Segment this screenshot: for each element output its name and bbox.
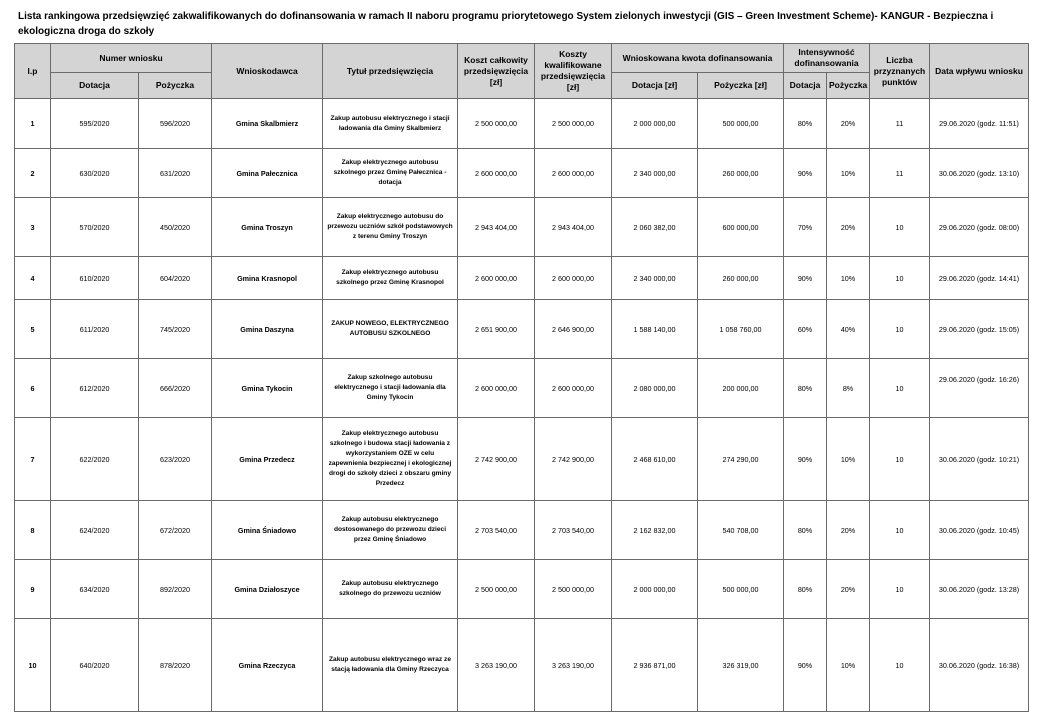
cell-kwota-pozyczka: 1 058 760,00 [698, 300, 784, 359]
cell-int-dotacja: 80% [784, 99, 827, 149]
cell-int-pozyczka: 20% [827, 501, 870, 560]
cell-nr-pozyczka: 672/2020 [139, 501, 212, 560]
cell-kwota-dotacja: 2 468 610,00 [612, 418, 698, 501]
cell-koszt: 2 500 000,00 [458, 99, 535, 149]
cell-tytul: Zakup autobusu elektrycznego i stacji ładowania dla Gminy Skalbmierz [323, 99, 458, 149]
cell-kwota-dotacja: 2 340 000,00 [612, 149, 698, 198]
cell-wnioskodawca: Gmina Tykocin [212, 359, 323, 418]
cell-nr-pozyczka: 623/2020 [139, 418, 212, 501]
cell-punkty: 10 [870, 198, 930, 257]
cell-nr-dotacja: 640/2020 [51, 619, 139, 712]
cell-int-dotacja: 80% [784, 560, 827, 619]
cell-lp: 5 [15, 300, 51, 359]
header-nr-pozyczka: Pożyczka [139, 73, 212, 99]
cell-kwota-pozyczka: 326 319,00 [698, 619, 784, 712]
cell-punkty: 11 [870, 149, 930, 198]
cell-nr-dotacja: 624/2020 [51, 501, 139, 560]
header-lp: l.p [15, 44, 51, 99]
cell-kwalifikowane: 2 646 900,00 [535, 300, 612, 359]
cell-koszt: 3 263 190,00 [458, 619, 535, 712]
cell-wnioskodawca: Gmina Przedecz [212, 418, 323, 501]
cell-lp: 9 [15, 560, 51, 619]
cell-koszt: 2 500 000,00 [458, 560, 535, 619]
cell-tytul: Zakup autobusu elektrycznego wraz ze stacją ładowania dla Gminy Rzeczyca [323, 619, 458, 712]
cell-punkty: 10 [870, 257, 930, 300]
cell-tytul: Zakup autobusu elektrycznego szkolnego do przewozu uczniów [323, 560, 458, 619]
cell-nr-dotacja: 612/2020 [51, 359, 139, 418]
cell-int-dotacja: 90% [784, 619, 827, 712]
table-row [15, 619, 1029, 712]
cell-tytul: Zakup szkolnego autobusu elektrycznego i stacji ładowania dla Gminy Tykocin [323, 359, 458, 418]
cell-kwalifikowane: 2 943 404,00 [535, 198, 612, 257]
cell-nr-dotacja: 622/2020 [51, 418, 139, 501]
cell-kwalifikowane: 2 742 900,00 [535, 418, 612, 501]
cell-kwota-dotacja: 2 162 832,00 [612, 501, 698, 560]
cell-nr-dotacja: 610/2020 [51, 257, 139, 300]
cell-tytul: Zakup elektrycznego autobusu szkolnego i budowa stacji ładowania z wykorzystaniem OZE w celu zapewnienia bezpiecznej i ekologicznej drogi do szkoły dzieci z obszaru gminy Przedecz [323, 418, 458, 501]
cell-lp: 10 [15, 619, 51, 712]
cell-wnioskodawca: Gmina Troszyn [212, 198, 323, 257]
table-row [15, 501, 1029, 560]
cell-kwalifikowane: 2 600 000,00 [535, 359, 612, 418]
cell-int-dotacja: 80% [784, 501, 827, 560]
cell-data: 29.06.2020 (godz. 14:41) [930, 257, 1029, 300]
cell-nr-pozyczka: 596/2020 [139, 99, 212, 149]
cell-int-dotacja: 90% [784, 149, 827, 198]
cell-punkty: 10 [870, 619, 930, 712]
cell-nr-pozyczka: 745/2020 [139, 300, 212, 359]
table-row [15, 418, 1029, 501]
cell-lp: 3 [15, 198, 51, 257]
table-row [15, 257, 1029, 300]
cell-kwota-pozyczka: 600 000,00 [698, 198, 784, 257]
cell-tytul: ZAKUP NOWEGO, ELEKTRYCZNEGO AUTOBUSU SZKOLNEGO [323, 300, 458, 359]
cell-nr-pozyczka: 631/2020 [139, 149, 212, 198]
table-row [15, 99, 1029, 149]
cell-nr-dotacja: 634/2020 [51, 560, 139, 619]
cell-koszt: 2 651 900,00 [458, 300, 535, 359]
table-row [15, 560, 1029, 619]
header-koszt-calkowity: Koszt całkowity przedsięwzięcia [zł] [458, 44, 535, 99]
cell-koszt: 2 600 000,00 [458, 359, 535, 418]
cell-int-dotacja: 60% [784, 300, 827, 359]
table-row [15, 300, 1029, 359]
cell-wnioskodawca: Gmina Pałecznica [212, 149, 323, 198]
cell-kwalifikowane: 2 500 000,00 [535, 99, 612, 149]
cell-nr-pozyczka: 666/2020 [139, 359, 212, 418]
cell-kwota-pozyczka: 500 000,00 [698, 560, 784, 619]
header-wnioskodawca: Wnioskodawca [212, 44, 323, 99]
cell-kwota-dotacja: 2 000 000,00 [612, 99, 698, 149]
cell-lp: 4 [15, 257, 51, 300]
cell-kwota-dotacja: 2 936 871,00 [612, 619, 698, 712]
cell-int-dotacja: 90% [784, 418, 827, 501]
cell-kwalifikowane: 2 600 000,00 [535, 257, 612, 300]
cell-lp: 6 [15, 359, 51, 418]
cell-data: 29.06.2020 (godz. 08:00) [930, 198, 1029, 257]
cell-nr-dotacja: 570/2020 [51, 198, 139, 257]
cell-punkty: 11 [870, 99, 930, 149]
cell-int-pozyczka: 10% [827, 418, 870, 501]
cell-koszt: 2 943 404,00 [458, 198, 535, 257]
cell-int-pozyczka: 10% [827, 619, 870, 712]
cell-data: 29.06.2020 (godz. 16:26) [930, 359, 1029, 418]
header-punkty: Liczba przyznanych punktów [870, 44, 930, 99]
cell-tytul: Zakup elektrycznego autobusu szkolnego przez Gminę Krasnopol [323, 257, 458, 300]
cell-kwalifikowane: 2 600 000,00 [535, 149, 612, 198]
header-kwota-pozyczka: Pożyczka [zł] [698, 73, 784, 99]
cell-kwota-dotacja: 2 000 000,00 [612, 560, 698, 619]
cell-nr-dotacja: 611/2020 [51, 300, 139, 359]
cell-int-dotacja: 70% [784, 198, 827, 257]
cell-data: 29.06.2020 (godz. 11:51) [930, 99, 1029, 149]
cell-int-dotacja: 90% [784, 257, 827, 300]
cell-int-pozyczka: 20% [827, 560, 870, 619]
cell-kwota-pozyczka: 260 000,00 [698, 149, 784, 198]
cell-kwota-dotacja: 2 060 382,00 [612, 198, 698, 257]
header-nr-dotacja: Dotacja [51, 73, 139, 99]
cell-wnioskodawca: Gmina Skalbmierz [212, 99, 323, 149]
cell-int-dotacja: 80% [784, 359, 827, 418]
cell-int-pozyczka: 40% [827, 300, 870, 359]
cell-wnioskodawca: Gmina Śniadowo [212, 501, 323, 560]
table-row [15, 149, 1029, 198]
cell-punkty: 10 [870, 560, 930, 619]
cell-nr-pozyczka: 878/2020 [139, 619, 212, 712]
cell-int-pozyczka: 20% [827, 198, 870, 257]
cell-tytul: Zakup elektrycznego autobusu do przewozu uczniów szkół podstawowych z terenu Gminy Troszyn [323, 198, 458, 257]
cell-int-pozyczka: 10% [827, 149, 870, 198]
cell-lp: 1 [15, 99, 51, 149]
cell-punkty: 10 [870, 501, 930, 560]
cell-data: 30.06.2020 (godz. 10:21) [930, 418, 1029, 501]
cell-koszt: 2 742 900,00 [458, 418, 535, 501]
cell-punkty: 10 [870, 300, 930, 359]
cell-wnioskodawca: Gmina Krasnopol [212, 257, 323, 300]
cell-punkty: 10 [870, 418, 930, 501]
header-kwota-dotacja: Dotacja [zł] [612, 73, 698, 99]
cell-kwota-pozyczka: 200 000,00 [698, 359, 784, 418]
cell-kwota-pozyczka: 500 000,00 [698, 99, 784, 149]
cell-kwota-pozyczka: 540 708,00 [698, 501, 784, 560]
header-intensywnosc: Intensywność dofinansowania [784, 44, 870, 73]
table-row [15, 359, 1029, 418]
ranking-table [14, 43, 1029, 712]
cell-kwota-pozyczka: 260 000,00 [698, 257, 784, 300]
cell-kwota-dotacja: 2 080 000,00 [612, 359, 698, 418]
cell-kwota-dotacja: 1 588 140,00 [612, 300, 698, 359]
header-wnioskowana-kwota: Wnioskowana kwota dofinansowania [612, 44, 784, 73]
document-title: Lista rankingowa przedsięwzięć zakwalifikowanych do dofinansowania w ramach II naboru programu priorytetowego System zielonych inwestycji (GIS – Green Investment Scheme)- KANGUR - Bezpieczna i ekologiczna droga do szkoły [18, 11, 994, 37]
header-data-wplywu: Data wpływu wniosku [930, 44, 1029, 99]
header-tytul: Tytuł przedsięwzięcia [323, 44, 458, 99]
cell-tytul: Zakup autobusu elektrycznego dostosowanego do przewozu dzieci przez Gminę Śniadowo [323, 501, 458, 560]
cell-koszt: 2 600 000,00 [458, 149, 535, 198]
cell-koszt: 2 703 540,00 [458, 501, 535, 560]
cell-kwalifikowane: 3 263 190,00 [535, 619, 612, 712]
header-koszty-kwalifikowane: Koszty kwalifikowane przedsięwzięcia [zł] [535, 44, 612, 99]
cell-nr-pozyczka: 892/2020 [139, 560, 212, 619]
table-row [15, 198, 1029, 257]
cell-data: 30.06.2020 (godz. 13:10) [930, 149, 1029, 198]
cell-data: 30.06.2020 (godz. 10:45) [930, 501, 1029, 560]
header-numer-wniosku: Numer wniosku [51, 44, 212, 73]
header-int-dotacja: Dotacja [784, 73, 827, 99]
cell-koszt: 2 600 000,00 [458, 257, 535, 300]
cell-data: 30.06.2020 (godz. 13:28) [930, 560, 1029, 619]
cell-int-pozyczka: 10% [827, 257, 870, 300]
cell-data: 30.06.2020 (godz. 16:38) [930, 619, 1029, 712]
cell-nr-dotacja: 630/2020 [51, 149, 139, 198]
cell-lp: 8 [15, 501, 51, 560]
cell-punkty: 10 [870, 359, 930, 418]
cell-kwota-pozyczka: 274 290,00 [698, 418, 784, 501]
cell-nr-pozyczka: 450/2020 [139, 198, 212, 257]
cell-int-pozyczka: 8% [827, 359, 870, 418]
cell-wnioskodawca: Gmina Rzeczyca [212, 619, 323, 712]
cell-kwalifikowane: 2 500 000,00 [535, 560, 612, 619]
cell-data: 29.06.2020 (godz. 15:05) [930, 300, 1029, 359]
cell-nr-dotacja: 595/2020 [51, 99, 139, 149]
cell-lp: 2 [15, 149, 51, 198]
cell-kwota-dotacja: 2 340 000,00 [612, 257, 698, 300]
cell-wnioskodawca: Gmina Daszyna [212, 300, 323, 359]
cell-nr-pozyczka: 604/2020 [139, 257, 212, 300]
header-int-pozyczka: Pożyczka [827, 73, 870, 99]
cell-tytul: Zakup elektrycznego autobusu szkolnego przez Gminę Pałecznica - dotacja [323, 149, 458, 198]
cell-wnioskodawca: Gmina Działoszyce [212, 560, 323, 619]
cell-lp: 7 [15, 418, 51, 501]
cell-kwalifikowane: 2 703 540,00 [535, 501, 612, 560]
cell-int-pozyczka: 20% [827, 99, 870, 149]
